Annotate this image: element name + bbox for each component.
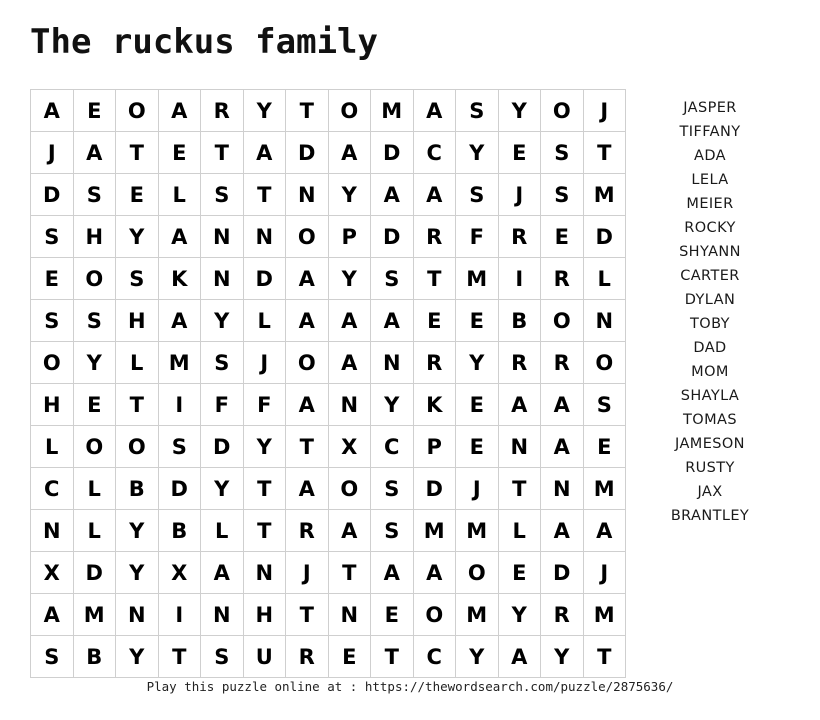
letter-cell[interactable]: D <box>158 468 201 510</box>
letter-cell[interactable]: C <box>413 636 456 678</box>
letter-cell[interactable]: S <box>31 300 74 342</box>
letter-cell[interactable]: M <box>456 594 499 636</box>
letter-cell[interactable]: N <box>328 384 371 426</box>
letter-cell[interactable]: T <box>243 510 286 552</box>
letter-cell[interactable]: F <box>201 384 244 426</box>
letter-cell[interactable]: R <box>413 342 456 384</box>
letter-grid-row <box>31 552 626 594</box>
letter-cell[interactable]: Y <box>541 636 584 678</box>
letter-cell[interactable]: E <box>371 594 414 636</box>
letter-cell[interactable]: R <box>201 90 244 132</box>
letter-cell[interactable]: E <box>583 426 626 468</box>
letter-cell[interactable]: A <box>31 90 74 132</box>
letter-cell[interactable]: S <box>371 258 414 300</box>
letter-cell[interactable]: S <box>201 174 244 216</box>
letter-cell[interactable]: Y <box>116 552 159 594</box>
letter-cell[interactable]: T <box>286 426 329 468</box>
letter-cell[interactable]: R <box>413 216 456 258</box>
letter-cell[interactable]: T <box>116 384 159 426</box>
letter-cell[interactable]: N <box>201 594 244 636</box>
letter-cell[interactable]: Y <box>328 258 371 300</box>
letter-cell[interactable]: D <box>201 426 244 468</box>
letter-cell[interactable]: M <box>456 258 499 300</box>
word-list-item[interactable]: MOM <box>691 364 729 380</box>
letter-cell[interactable]: F <box>243 384 286 426</box>
letter-cell[interactable]: A <box>413 174 456 216</box>
letter-cell[interactable]: T <box>286 90 329 132</box>
letter-cell[interactable]: N <box>31 510 74 552</box>
letter-cell[interactable]: T <box>243 468 286 510</box>
word-list-item[interactable]: JAMESON <box>675 436 745 452</box>
letter-cell[interactable]: D <box>243 258 286 300</box>
letter-cell[interactable]: E <box>328 636 371 678</box>
letter-cell[interactable]: Y <box>328 174 371 216</box>
letter-cell[interactable]: H <box>31 384 74 426</box>
letter-cell[interactable]: S <box>541 132 584 174</box>
letter-cell[interactable]: E <box>456 426 499 468</box>
letter-cell[interactable]: B <box>116 468 159 510</box>
letter-cell[interactable]: L <box>73 468 116 510</box>
letter-cell[interactable]: T <box>583 636 626 678</box>
letter-cell[interactable]: Y <box>116 216 159 258</box>
letter-cell[interactable]: S <box>201 342 244 384</box>
letter-cell[interactable]: S <box>371 510 414 552</box>
letter-cell[interactable]: M <box>73 594 116 636</box>
word-list-item[interactable]: DAD <box>693 340 727 356</box>
letter-cell[interactable]: Y <box>116 636 159 678</box>
letter-cell[interactable]: S <box>201 636 244 678</box>
letter-cell[interactable]: T <box>286 594 329 636</box>
letter-cell[interactable]: Y <box>73 342 116 384</box>
letter-cell[interactable]: A <box>413 552 456 594</box>
letter-cell[interactable]: A <box>286 258 329 300</box>
letter-cell[interactable]: M <box>583 174 626 216</box>
footer-text: Play this puzzle online at : https://thewordsearch.com/puzzle/2875636/ <box>146 679 674 694</box>
letter-cell[interactable]: A <box>541 426 584 468</box>
letter-grid-row <box>31 594 626 636</box>
letter-cell[interactable]: X <box>31 552 74 594</box>
letter-cell[interactable]: A <box>201 552 244 594</box>
letter-cell[interactable]: E <box>456 300 499 342</box>
word-list-item[interactable]: SHYANN <box>679 244 741 260</box>
letter-cell[interactable]: N <box>371 342 414 384</box>
letter-cell[interactable]: N <box>583 300 626 342</box>
letter-cell[interactable]: A <box>158 300 201 342</box>
letter-cell[interactable]: E <box>541 216 584 258</box>
letter-grid-row <box>31 384 626 426</box>
letter-cell[interactable]: N <box>286 174 329 216</box>
word-list-item[interactable]: TOBY <box>690 316 730 332</box>
letter-cell[interactable]: L <box>31 426 74 468</box>
word-list-item[interactable]: ADA <box>694 148 726 164</box>
letter-cell[interactable]: R <box>286 510 329 552</box>
letter-cell[interactable]: O <box>541 90 584 132</box>
letter-cell[interactable]: S <box>31 636 74 678</box>
word-list-item[interactable]: ROCKY <box>684 220 736 236</box>
letter-cell[interactable]: T <box>371 636 414 678</box>
letter-cell[interactable]: D <box>541 552 584 594</box>
letter-cell[interactable]: E <box>73 90 116 132</box>
letter-cell[interactable]: A <box>328 300 371 342</box>
letter-cell[interactable]: N <box>243 216 286 258</box>
letter-cell[interactable]: M <box>583 594 626 636</box>
letter-cell[interactable]: A <box>73 132 116 174</box>
letter-cell[interactable]: Y <box>498 594 541 636</box>
letter-cell[interactable]: B <box>498 300 541 342</box>
letter-cell[interactable]: X <box>158 552 201 594</box>
letter-cell[interactable]: A <box>158 216 201 258</box>
letter-cell[interactable]: L <box>158 174 201 216</box>
letter-cell[interactable]: P <box>328 216 371 258</box>
letter-grid-row <box>31 300 626 342</box>
letter-cell[interactable]: N <box>498 426 541 468</box>
letter-cell[interactable]: J <box>31 132 74 174</box>
letter-cell[interactable]: R <box>498 342 541 384</box>
word-list-item[interactable]: SHAYLA <box>680 388 740 404</box>
letter-cell[interactable]: A <box>158 90 201 132</box>
letter-cell[interactable]: L <box>116 342 159 384</box>
letter-cell[interactable]: C <box>413 132 456 174</box>
letter-cell[interactable]: D <box>286 132 329 174</box>
letter-cell[interactable]: N <box>201 216 244 258</box>
letter-grid-row <box>31 426 626 468</box>
word-list-item[interactable]: JAX <box>697 484 723 500</box>
letter-cell[interactable]: B <box>158 510 201 552</box>
letter-cell[interactable]: R <box>286 636 329 678</box>
letter-cell[interactable]: J <box>498 174 541 216</box>
letter-cell[interactable]: T <box>583 132 626 174</box>
letter-cell[interactable]: T <box>116 132 159 174</box>
letter-cell[interactable]: J <box>583 90 626 132</box>
letter-cell[interactable]: S <box>31 216 74 258</box>
letter-cell[interactable]: N <box>116 594 159 636</box>
letter-cell[interactable]: O <box>456 552 499 594</box>
letter-cell[interactable]: J <box>286 552 329 594</box>
letter-cell[interactable]: P <box>413 426 456 468</box>
word-list-item[interactable]: CARTER <box>680 268 740 284</box>
letter-cell[interactable]: H <box>73 216 116 258</box>
letter-cell[interactable]: A <box>328 342 371 384</box>
letter-cell[interactable]: N <box>328 594 371 636</box>
letter-cell[interactable]: A <box>328 510 371 552</box>
letter-cell[interactable]: L <box>243 300 286 342</box>
letter-cell[interactable]: Y <box>456 342 499 384</box>
letter-grid-body <box>31 90 626 678</box>
letter-cell[interactable]: S <box>371 468 414 510</box>
letter-cell[interactable]: F <box>456 216 499 258</box>
letter-grid-row <box>31 258 626 300</box>
letter-cell[interactable]: Y <box>371 384 414 426</box>
letter-grid-row <box>31 510 626 552</box>
letter-cell[interactable]: Y <box>456 132 499 174</box>
letter-cell[interactable]: E <box>158 132 201 174</box>
letter-cell[interactable]: O <box>286 342 329 384</box>
letter-cell[interactable]: R <box>498 216 541 258</box>
letter-cell[interactable]: E <box>498 552 541 594</box>
letter-cell[interactable]: A <box>413 90 456 132</box>
letter-cell[interactable]: L <box>583 258 626 300</box>
letter-cell[interactable]: A <box>371 174 414 216</box>
word-search-grid[interactable] <box>30 89 626 678</box>
letter-cell[interactable]: X <box>328 426 371 468</box>
letter-cell[interactable]: O <box>583 342 626 384</box>
letter-cell[interactable]: Y <box>243 90 286 132</box>
letter-cell[interactable]: C <box>371 426 414 468</box>
letter-cell[interactable]: I <box>158 594 201 636</box>
word-list-item[interactable]: MEIER <box>686 196 734 212</box>
letter-cell[interactable]: O <box>31 342 74 384</box>
letter-cell[interactable]: S <box>158 426 201 468</box>
letter-cell[interactable]: J <box>583 552 626 594</box>
letter-cell[interactable]: A <box>583 510 626 552</box>
letter-cell[interactable]: H <box>116 300 159 342</box>
letter-grid-row <box>31 636 626 678</box>
letter-cell[interactable]: E <box>456 384 499 426</box>
letter-cell[interactable]: D <box>73 552 116 594</box>
letter-cell[interactable]: J <box>243 342 286 384</box>
letter-cell[interactable]: O <box>328 468 371 510</box>
letter-cell[interactable]: T <box>201 132 244 174</box>
letter-cell[interactable]: A <box>498 636 541 678</box>
letter-cell[interactable]: S <box>116 258 159 300</box>
letter-cell[interactable]: T <box>413 258 456 300</box>
letter-cell[interactable]: Y <box>498 90 541 132</box>
letter-cell[interactable]: K <box>158 258 201 300</box>
letter-cell[interactable]: D <box>371 216 414 258</box>
letter-cell[interactable]: R <box>541 258 584 300</box>
letter-grid-row <box>31 216 626 258</box>
letter-cell[interactable]: A <box>31 594 74 636</box>
letter-cell[interactable]: D <box>31 174 74 216</box>
letter-cell[interactable]: A <box>498 384 541 426</box>
page-title: The ruckus family <box>30 22 378 62</box>
letter-grid-row <box>31 342 626 384</box>
word-list-item[interactable]: BRANTLEY <box>670 508 750 524</box>
word-list-item[interactable]: LELA <box>691 172 729 188</box>
letter-cell[interactable]: S <box>73 300 116 342</box>
letter-cell[interactable]: S <box>73 174 116 216</box>
letter-cell[interactable]: D <box>413 468 456 510</box>
letter-grid-row <box>31 132 626 174</box>
letter-cell[interactable]: M <box>456 510 499 552</box>
letter-cell[interactable]: Y <box>201 300 244 342</box>
letter-grid[interactable] <box>30 89 626 678</box>
letter-cell[interactable]: U <box>243 636 286 678</box>
letter-cell[interactable]: M <box>158 342 201 384</box>
letter-cell[interactable]: R <box>541 594 584 636</box>
letter-cell[interactable]: A <box>286 384 329 426</box>
letter-cell[interactable]: D <box>583 216 626 258</box>
word-list-item[interactable]: RUSTY <box>685 460 735 476</box>
letter-cell[interactable]: C <box>31 468 74 510</box>
letter-cell[interactable]: O <box>73 258 116 300</box>
letter-cell[interactable]: B <box>73 636 116 678</box>
letter-cell[interactable]: E <box>31 258 74 300</box>
letter-cell[interactable]: J <box>456 468 499 510</box>
letter-cell[interactable]: H <box>243 594 286 636</box>
letter-cell[interactable]: N <box>243 552 286 594</box>
letter-cell[interactable]: A <box>286 300 329 342</box>
letter-cell[interactable]: A <box>328 132 371 174</box>
letter-cell[interactable]: N <box>541 468 584 510</box>
letter-cell[interactable]: O <box>116 426 159 468</box>
letter-cell[interactable]: Y <box>456 636 499 678</box>
letter-cell[interactable]: O <box>541 300 584 342</box>
letter-cell[interactable]: A <box>371 300 414 342</box>
letter-grid-row <box>31 174 626 216</box>
letter-cell[interactable]: M <box>583 468 626 510</box>
letter-cell[interactable]: A <box>243 132 286 174</box>
letter-cell[interactable]: A <box>541 384 584 426</box>
letter-cell[interactable]: T <box>243 174 286 216</box>
letter-grid-row <box>31 90 626 132</box>
letter-cell[interactable]: S <box>541 174 584 216</box>
letter-cell[interactable]: T <box>158 636 201 678</box>
word-list-item[interactable]: DYLAN <box>684 292 736 308</box>
letter-cell[interactable]: A <box>286 468 329 510</box>
letter-cell[interactable]: Y <box>243 426 286 468</box>
letter-cell[interactable]: O <box>413 594 456 636</box>
letter-cell[interactable]: Y <box>201 468 244 510</box>
letter-cell[interactable]: A <box>371 552 414 594</box>
letter-cell[interactable]: I <box>158 384 201 426</box>
letter-cell[interactable]: Y <box>116 510 159 552</box>
letter-cell[interactable]: E <box>116 174 159 216</box>
letter-cell[interactable]: O <box>73 426 116 468</box>
letter-cell[interactable]: S <box>583 384 626 426</box>
letter-cell[interactable]: L <box>73 510 116 552</box>
letter-cell[interactable]: M <box>413 510 456 552</box>
letter-cell[interactable]: M <box>371 90 414 132</box>
letter-cell[interactable]: R <box>541 342 584 384</box>
letter-cell[interactable]: L <box>201 510 244 552</box>
letter-grid-row <box>31 468 626 510</box>
word-list-item[interactable]: TIFFANY <box>679 124 741 140</box>
letter-cell[interactable]: S <box>456 174 499 216</box>
letter-cell[interactable]: E <box>413 300 456 342</box>
letter-cell[interactable]: T <box>328 552 371 594</box>
letter-cell[interactable]: A <box>541 510 584 552</box>
letter-cell[interactable]: N <box>201 258 244 300</box>
letter-cell[interactable]: L <box>498 510 541 552</box>
letter-cell[interactable]: T <box>498 468 541 510</box>
letter-cell[interactable]: K <box>413 384 456 426</box>
word-list <box>640 96 780 528</box>
letter-cell[interactable]: O <box>116 90 159 132</box>
letter-cell[interactable]: E <box>73 384 116 426</box>
word-list-item[interactable]: TOMAS <box>683 412 737 428</box>
word-list-item[interactable]: JASPER <box>683 100 737 116</box>
letter-cell[interactable]: O <box>286 216 329 258</box>
letter-cell[interactable]: S <box>456 90 499 132</box>
letter-cell[interactable]: O <box>328 90 371 132</box>
letter-cell[interactable]: E <box>498 132 541 174</box>
letter-cell[interactable]: D <box>371 132 414 174</box>
letter-cell[interactable]: I <box>498 258 541 300</box>
